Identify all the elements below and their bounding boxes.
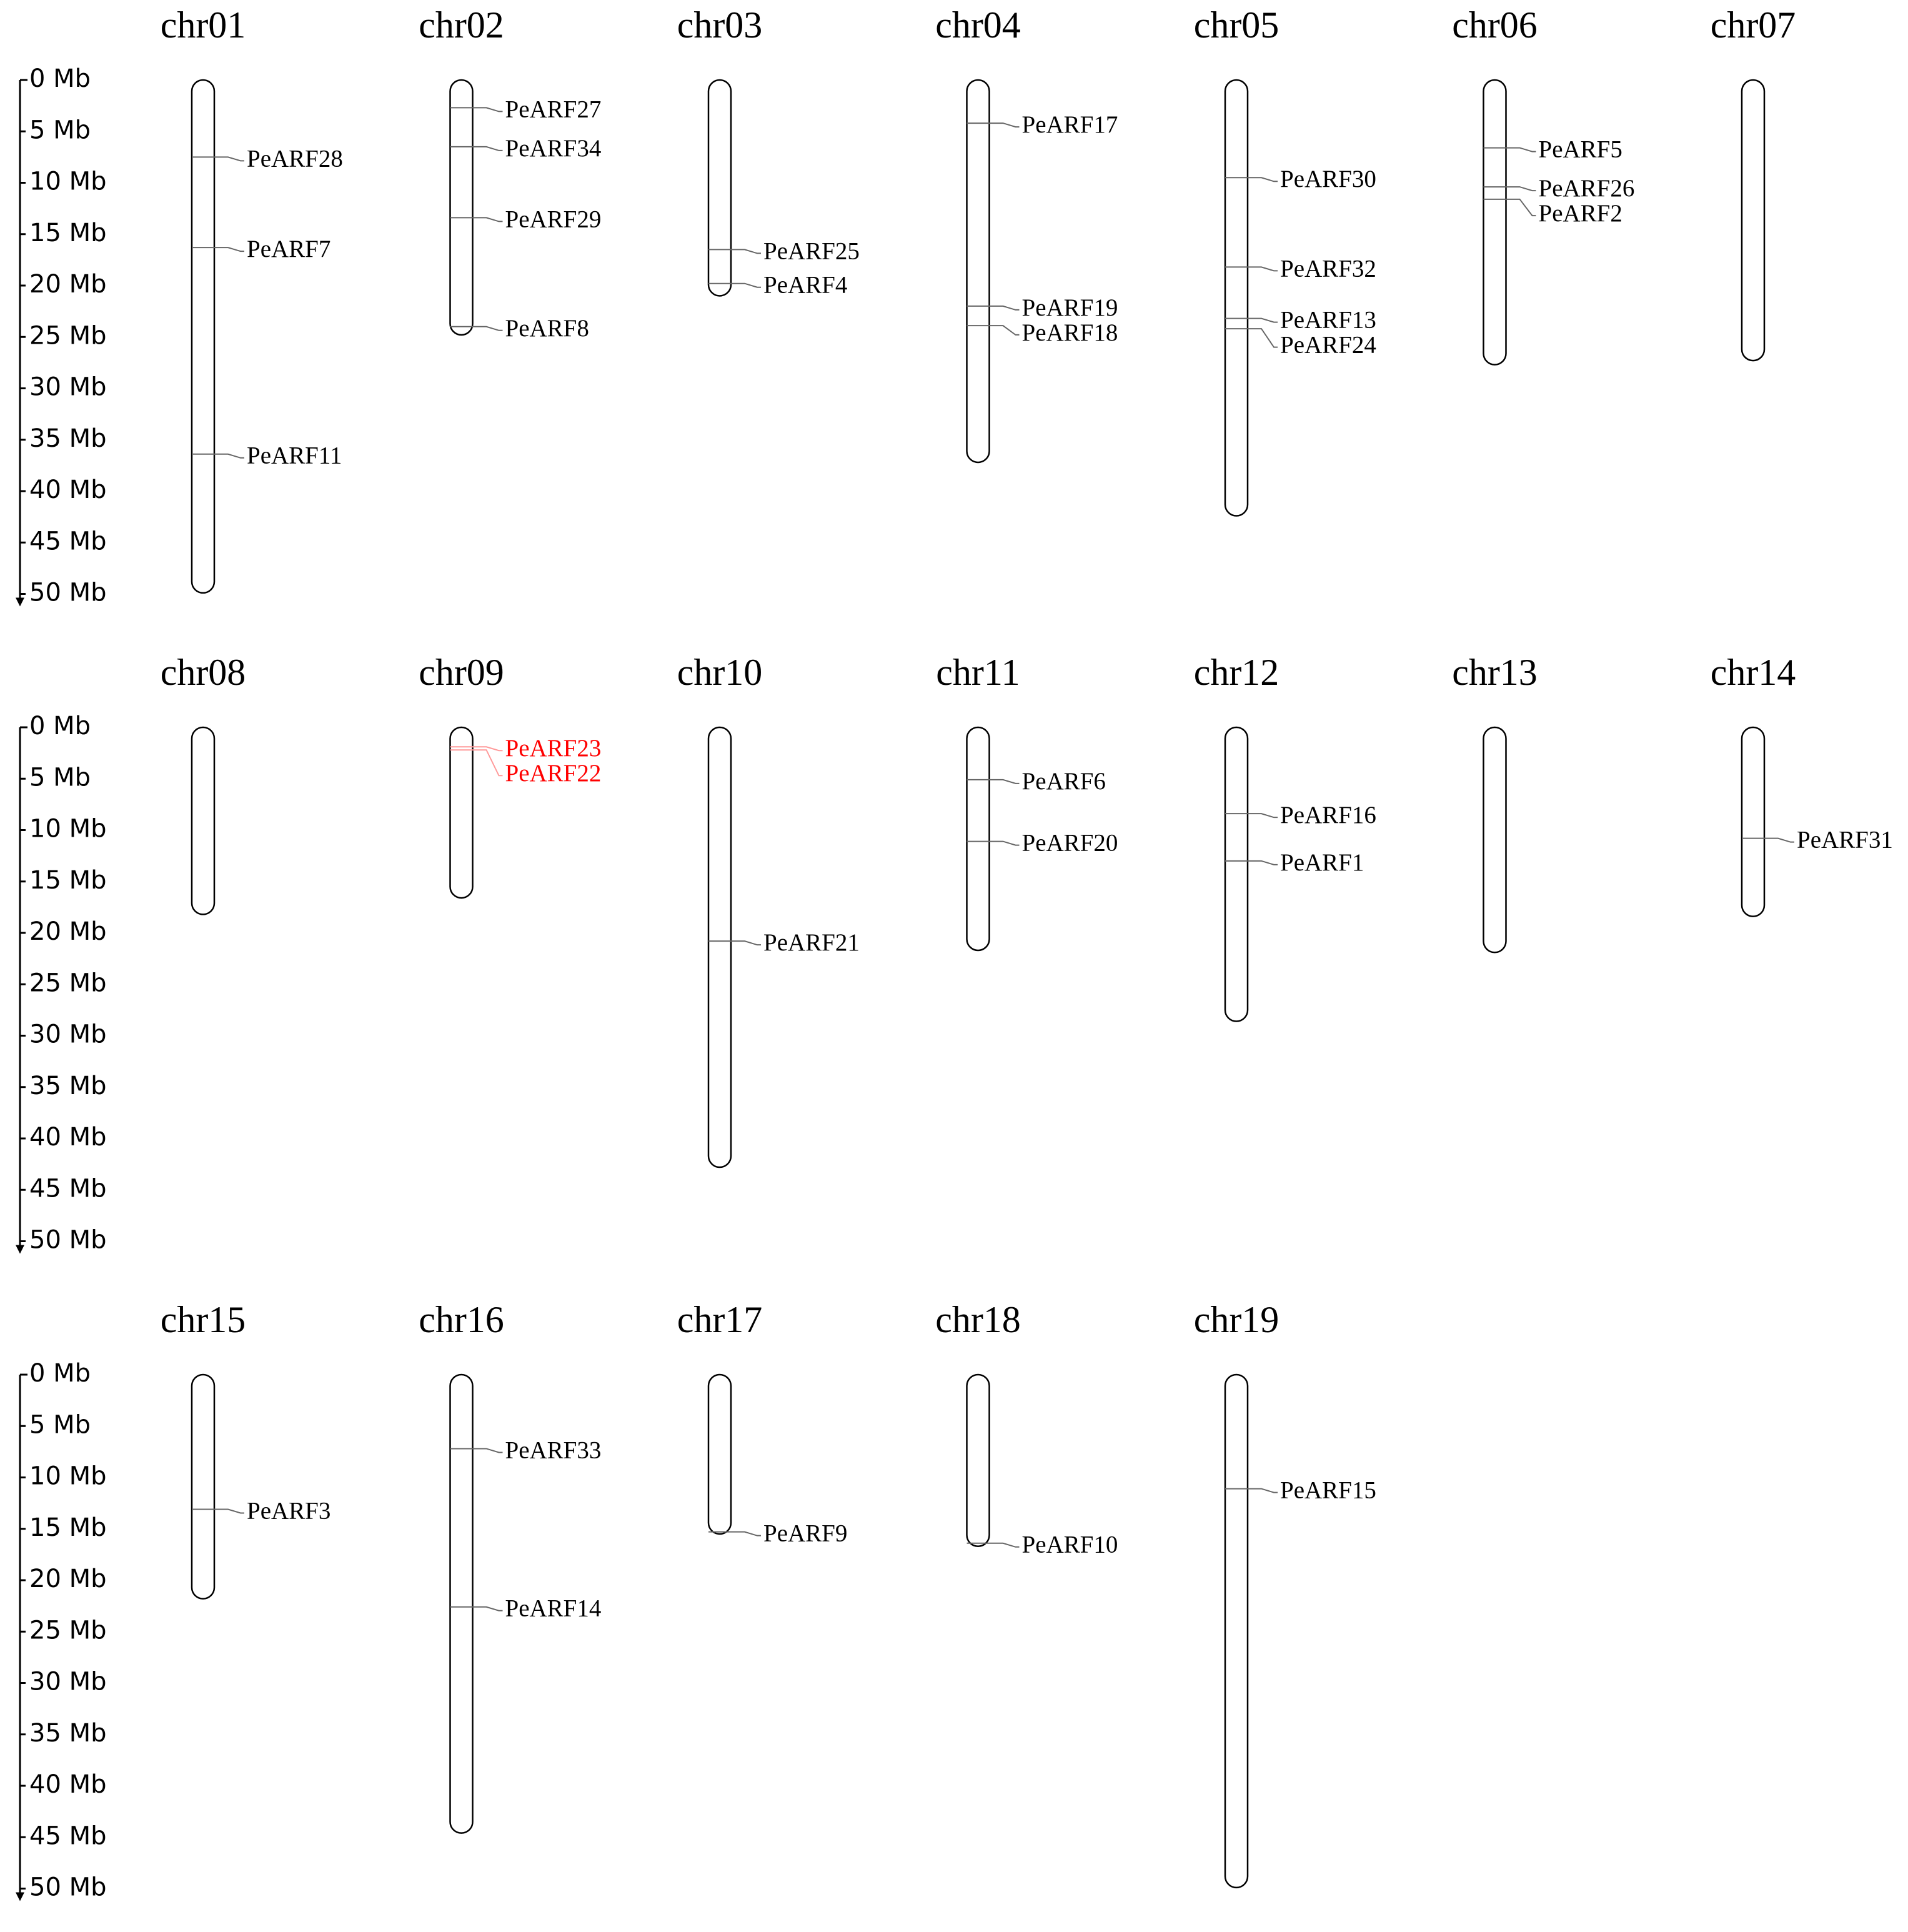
chromosome-title: chr11 [936, 652, 1020, 693]
chromosome-title: chr07 [1710, 4, 1796, 46]
gene-connector [1506, 148, 1536, 152]
axis-tick-label: 35 Mb [29, 1718, 107, 1748]
chromosome-title: chr06 [1452, 4, 1538, 46]
gene-label: PeARF27 [505, 96, 602, 123]
gene-connector [990, 842, 1020, 845]
gene-label: PeARF24 [1280, 331, 1376, 359]
chromosome-title: chr01 [160, 4, 246, 46]
axis-tick-label: 25 Mb [29, 321, 107, 351]
gene-label: PeARF1 [1280, 849, 1364, 876]
chromosome-chr14 [1711, 652, 1893, 917]
chromosome-chr11 [936, 652, 1118, 950]
gene-label: PeARF29 [505, 206, 602, 233]
axis-tick-label: 15 Mb [29, 865, 107, 895]
gene-label: PeARF17 [1021, 111, 1118, 139]
axis-tick-label: 0 Mb [29, 1359, 91, 1388]
gene-label: PeARF19 [1021, 294, 1118, 321]
chromosome-body [967, 80, 990, 462]
chromosome-chr16 [419, 1299, 601, 1833]
chromosome-body [708, 727, 731, 1167]
gene-connector [990, 326, 1020, 335]
axis-tick-label: 10 Mb [29, 814, 107, 844]
gene-label: PeARF30 [1280, 166, 1376, 193]
chromosome-chr17 [677, 1299, 848, 1547]
axis-tick-label: 30 Mb [29, 1667, 107, 1696]
chromosome-body [708, 1375, 731, 1534]
gene-connector [731, 249, 761, 253]
chromosome-title: chr14 [1710, 652, 1796, 693]
gene-label: PeARF10 [1021, 1531, 1118, 1558]
scale-axis [16, 1359, 107, 1902]
axis-tick-label: 40 Mb [29, 1123, 107, 1152]
chromosome-chr15 [161, 1299, 331, 1599]
axis-tick-label: 45 Mb [29, 1821, 107, 1851]
gene-connector [1764, 839, 1794, 842]
axis-tick-label: 40 Mb [29, 1770, 107, 1799]
axis-tick-label: 5 Mb [29, 1410, 91, 1440]
gene-connector [1248, 861, 1278, 865]
chromosome-chr03 [677, 4, 860, 299]
axis-tick-label: 45 Mb [29, 1174, 107, 1203]
gene-label: PeARF15 [1280, 1476, 1376, 1504]
chromosome-body [1742, 727, 1764, 917]
gene-connector [731, 1532, 761, 1536]
scale-axis [16, 64, 107, 607]
axis-tick-label: 5 Mb [29, 116, 91, 145]
axis-tick-label: 50 Mb [29, 1873, 107, 1902]
gene-label: PeARF11 [247, 442, 342, 469]
chromosome-title: chr09 [419, 652, 504, 693]
chromosome-title: chr17 [677, 1299, 763, 1340]
chromosome-chr18 [935, 1299, 1118, 1558]
chromosome-chr06 [1452, 4, 1634, 365]
chromosome-body [450, 727, 473, 898]
chromosome-title: chr08 [160, 652, 246, 693]
chromosome-row [16, 4, 1796, 607]
gene-connector [473, 147, 503, 151]
gene-connector [1248, 319, 1278, 322]
chromosome-chr02 [419, 4, 601, 342]
gene-label: PeARF9 [763, 1520, 848, 1547]
gene-label: PeARF18 [1021, 319, 1118, 346]
axis-arrow-icon [16, 1893, 24, 1901]
gene-connector [731, 941, 761, 945]
chromosome-body [1742, 80, 1764, 361]
chromosome-body [967, 1375, 990, 1546]
chromosome-chr01 [161, 4, 343, 593]
gene-connector [1506, 187, 1536, 191]
chromosome-title: chr18 [935, 1299, 1021, 1340]
chromosome-body [192, 727, 214, 914]
gene-connector [990, 123, 1020, 127]
gene-label: PeARF3 [247, 1497, 331, 1525]
chromosome-chr04 [935, 4, 1118, 462]
gene-label: PeARF7 [247, 236, 331, 263]
chromosome-body [1225, 80, 1248, 515]
axis-tick-label: 35 Mb [29, 424, 107, 453]
axis-tick-label: 50 Mb [29, 578, 107, 607]
gene-label: PeARF22 [505, 760, 602, 787]
gene-label: PeARF34 [505, 134, 602, 162]
axis-tick-label: 5 Mb [29, 763, 91, 792]
gene-connector [1248, 267, 1278, 271]
chromosome-title: chr13 [1452, 652, 1538, 693]
gene-connector [1506, 199, 1536, 216]
gene-connector [1248, 329, 1278, 347]
chromosome-title: chr10 [677, 652, 763, 693]
chromosome-body [1484, 727, 1506, 952]
axis-arrow-icon [16, 1245, 24, 1254]
chromosome-title: chr15 [160, 1299, 246, 1340]
axis-tick-label: 30 Mb [29, 1020, 107, 1049]
chromosome-chr13 [1452, 652, 1538, 952]
gene-connector [1248, 814, 1278, 817]
gene-connector [214, 454, 244, 458]
axis-tick-label: 15 Mb [29, 218, 107, 247]
axis-tick-label: 20 Mb [29, 1565, 107, 1593]
gene-connector [1248, 1489, 1278, 1493]
chromosome-title: chr16 [419, 1299, 504, 1340]
chromosome-row [16, 652, 1893, 1255]
axis-tick-label: 10 Mb [29, 167, 107, 196]
chromosome-body [1225, 1375, 1248, 1888]
gene-label: PeARF5 [1538, 136, 1622, 163]
chromosome-body [1484, 80, 1506, 365]
gene-connector [214, 247, 244, 251]
axis-tick-label: 15 Mb [29, 1513, 107, 1542]
chromosome-chr10 [677, 652, 860, 1167]
chromosome-title: chr03 [677, 4, 763, 46]
gene-label: PeARF26 [1538, 175, 1635, 202]
gene-connector [473, 1448, 503, 1452]
chromosome-body [450, 80, 473, 335]
gene-connector [1248, 177, 1278, 181]
axis-tick-label: 10 Mb [29, 1461, 107, 1491]
gene-label: PeARF25 [763, 237, 860, 265]
chromosome-body [192, 1375, 214, 1599]
gene-connector [990, 306, 1020, 310]
chromosome-title: chr19 [1193, 1299, 1279, 1340]
gene-label: PeARF20 [1021, 829, 1118, 857]
axis-tick-label: 40 Mb [29, 476, 107, 504]
gene-connector [473, 327, 503, 331]
chromosome-body [967, 727, 990, 950]
gene-connector [990, 780, 1020, 784]
chromosome-body [708, 80, 731, 296]
gene-label: PeARF13 [1280, 306, 1376, 334]
gene-connector [473, 1607, 503, 1611]
axis-tick-label: 30 Mb [29, 372, 107, 402]
gene-label: PeARF33 [505, 1437, 602, 1464]
chromosome-row [16, 1299, 1376, 1902]
chromosome-chr05 [1194, 4, 1376, 515]
chromosome-body [450, 1375, 473, 1833]
chromosome-chr08 [161, 652, 246, 914]
axis-tick-label: 20 Mb [29, 917, 107, 946]
gene-label: PeARF31 [1797, 826, 1893, 854]
axis-tick-label: 45 Mb [29, 527, 107, 556]
axis-tick-label: 35 Mb [29, 1071, 107, 1100]
chromosome-chr09 [419, 652, 601, 898]
gene-connector [990, 1543, 1020, 1547]
chromosome-title: chr05 [1193, 4, 1279, 46]
chromosome-chr12 [1194, 652, 1376, 1021]
gene-connector [473, 750, 503, 775]
gene-connector [473, 217, 503, 221]
gene-label: PeARF8 [505, 314, 589, 342]
gene-label: PeARF14 [505, 1595, 602, 1622]
gene-label: PeARF21 [763, 929, 860, 957]
gene-connector [731, 284, 761, 287]
chromosome-title: chr12 [1193, 652, 1279, 693]
axis-tick-label: 0 Mb [29, 712, 91, 740]
axis-tick-label: 0 Mb [29, 64, 91, 93]
axis-tick-label: 50 Mb [29, 1225, 107, 1255]
gene-label: PeARF32 [1280, 255, 1376, 282]
axis-tick-label: 25 Mb [29, 968, 107, 998]
axis-tick-label: 20 Mb [29, 270, 107, 299]
gene-label: PeARF6 [1021, 767, 1106, 795]
gene-connector [473, 107, 503, 111]
axis-tick-label: 25 Mb [29, 1616, 107, 1645]
chromosome-chr07 [1711, 4, 1796, 361]
chromosome-body [1225, 727, 1248, 1021]
chromosome-title: chr02 [419, 4, 504, 46]
chromosome-chr19 [1194, 1299, 1376, 1888]
gene-label: PeARF4 [763, 271, 848, 299]
gene-label: PeARF16 [1280, 802, 1376, 829]
gene-label: PeARF28 [247, 145, 343, 172]
chromosome-title: chr04 [935, 4, 1021, 46]
gene-label: PeARF23 [505, 735, 602, 762]
gene-connector [214, 1509, 244, 1513]
scale-axis [16, 712, 107, 1255]
gene-connector [214, 157, 244, 161]
gene-label: PeARF2 [1538, 200, 1622, 227]
axis-arrow-icon [16, 598, 24, 607]
